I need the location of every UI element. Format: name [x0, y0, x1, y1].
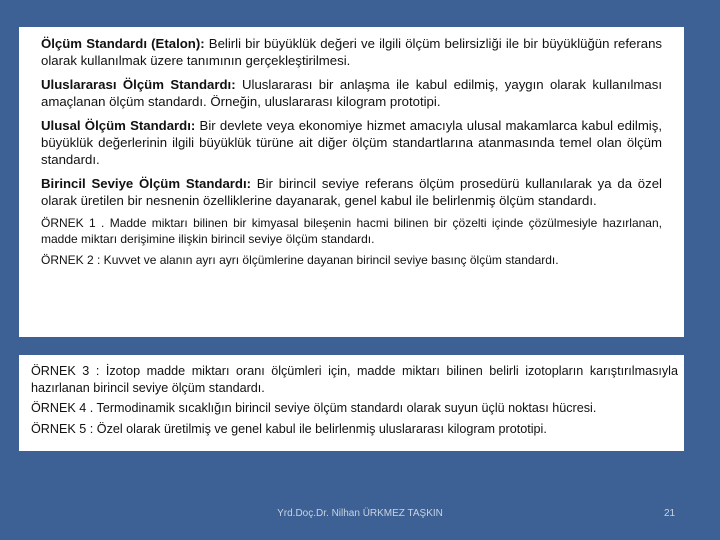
definition-primary-standard [41, 175, 662, 209]
definition-term: Ulusal Ölçüm Standardı: [41, 118, 196, 133]
page-number: 21 [664, 508, 676, 519]
definition-national-standard [41, 117, 662, 168]
definition-term: Ölçüm Standardı (Etalon): [41, 36, 205, 51]
example-4: ÖRNEK 4 . Termodinamik sıcaklığın birincil seviye ölçüm standardı olarak suyun üçlü noktası hücresi. [31, 401, 597, 415]
definition-term: Uluslararası Ölçüm Standardı: [41, 77, 236, 92]
definition-text: Bir birincil seviye referans ölçüm prosedürü kullanılarak ya da özel olarak üretilen bir nesnenin özelliklerine dayanarak, genel kabul ile belirlenmiş ölçüm standardı. [41, 176, 662, 208]
definition-international-standard [41, 76, 662, 110]
definition-text: Uluslararası bir anlaşma ile kabul edilmiş, yaygın olarak kullanılması amaçlanan ölçüm standardı. Örneğin, uluslararası kilogram prototipi. [41, 77, 662, 109]
definitions-panel [19, 27, 684, 337]
footer-author: Yrd.Doç.Dr. Nilhan ÜRKMEZ TAŞKIN [277, 508, 443, 519]
definition-etalon [41, 35, 662, 69]
example-3: ÖRNEK 3 : İzotop madde miktarı oranı ölçümleri için, madde miktarı bilinen belirli izotopların karıştırılmasıyla hazırlanan birincil seviye ölçüm standardı. [31, 364, 678, 395]
example-2: ÖRNEK 2 : Kuvvet ve alanın ayrı ayrı ölçümlerine dayanan birincil seviye basınç ölçüm standardı. [41, 253, 559, 267]
example-5: ÖRNEK 5 : Özel olarak üretilmiş ve genel kabul ile belirlenmiş uluslararası kilogram prototipi. [31, 421, 547, 436]
definition-text: Bir devlete veya ekonomiye hizmet amacıyla ulusal makamlarca kabul edilmiş, büyüklük değerlerinin ilgili büyüklük türüne ait diğer ölçüm standartlarına atanmasında temel olan ölçüm standardı. [41, 118, 662, 167]
definition-term: Birincil Seviye Ölçüm Standardı: [41, 176, 252, 191]
examples-panel [19, 355, 684, 451]
definition-text: Belirli bir büyüklük değeri ve ilgili ölçüm belirsizliği ile bir büyüklüğün referans olarak kullanılmak üzere tanımının gerçekleştirilmesi. [41, 36, 662, 68]
example-1: ÖRNEK 1 . Madde miktarı bilinen bir kimyasal bileşenin hacmi bilinen bir çözelti içinde çözülmesiyle hazırlanan, madde miktarı derişimine ilişkin birincil seviye ölçüm standardı. [41, 216, 662, 246]
